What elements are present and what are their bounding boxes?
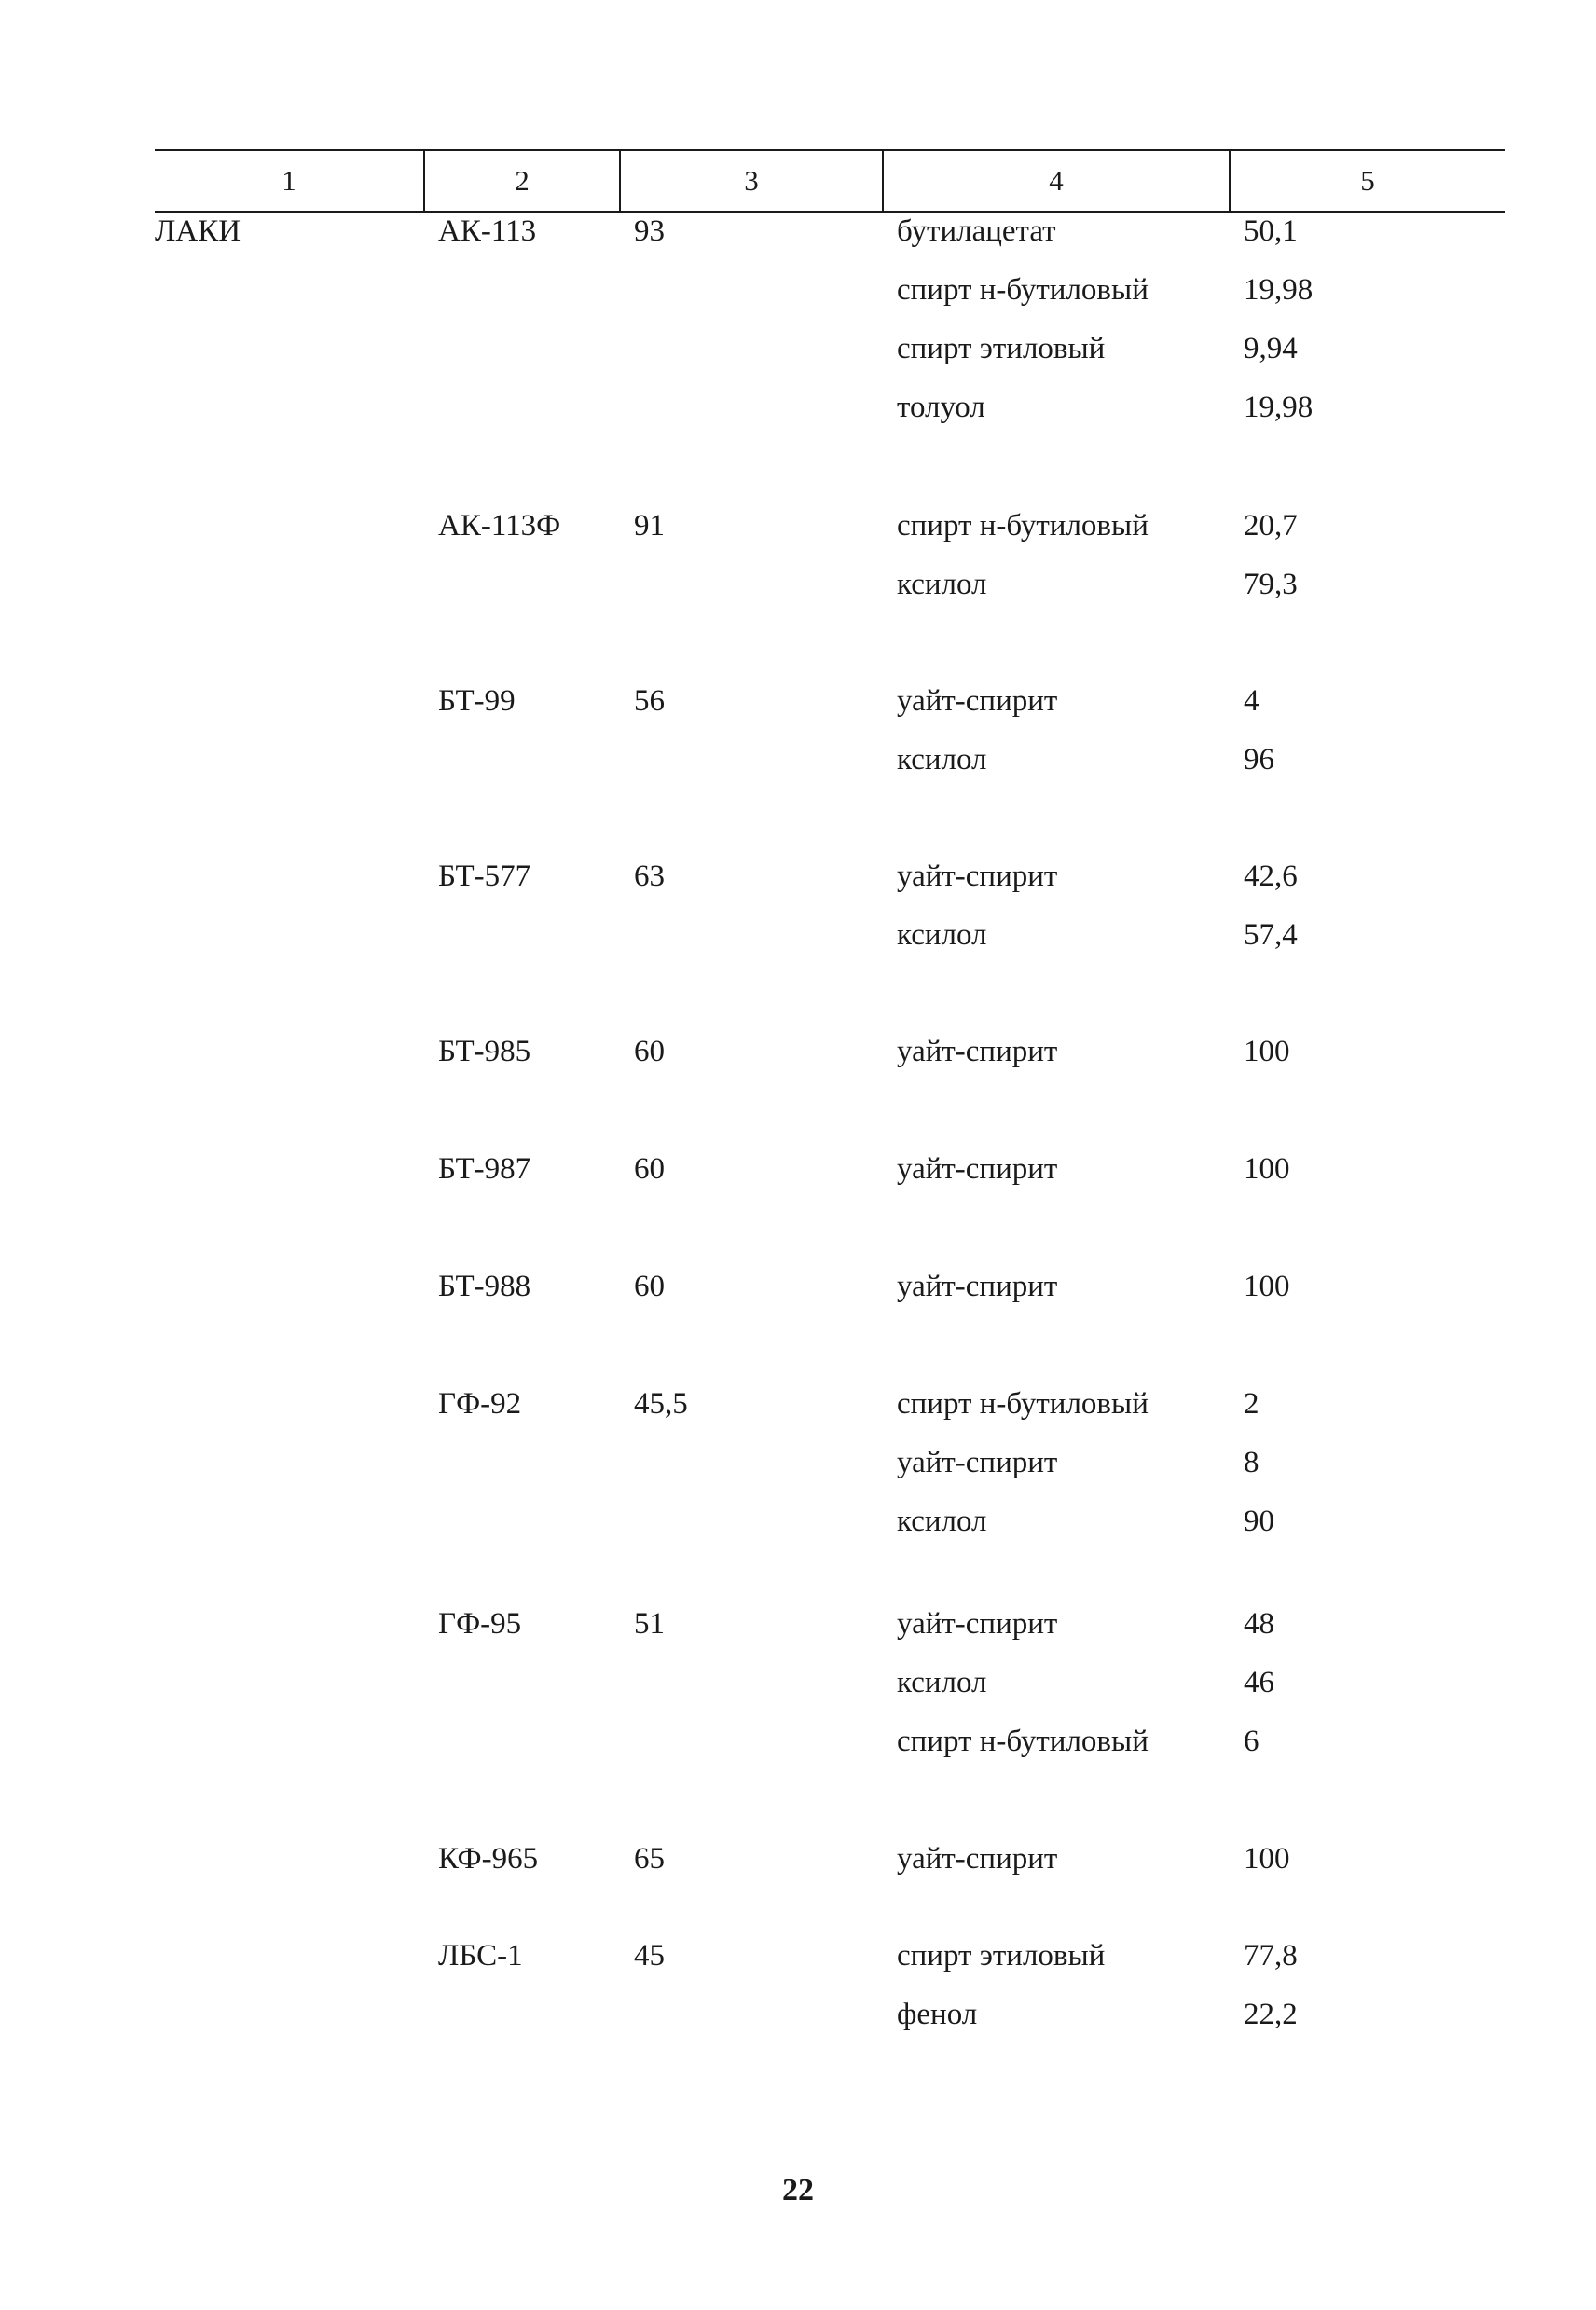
solvent-name: уайт-спирит — [897, 684, 1058, 718]
header-col-2: 2 — [515, 164, 530, 197]
solvent-name: ксилол — [897, 568, 987, 601]
solvent-percent: 79,3 — [1244, 568, 1298, 601]
product-value: 51 — [634, 1607, 665, 1641]
solvent-percent: 2 — [1244, 1387, 1259, 1421]
solvent-percent: 46 — [1244, 1666, 1274, 1699]
solvent-percent: 8 — [1244, 1446, 1259, 1479]
header-top-rule — [155, 149, 1505, 151]
solvent-percent: 100 — [1244, 1270, 1290, 1303]
solvent-name: уайт-спирит — [897, 1035, 1058, 1068]
solvent-name: ксилол — [897, 1505, 987, 1538]
solvent-percent: 90 — [1244, 1505, 1274, 1538]
solvent-name: уайт-спирит — [897, 859, 1058, 893]
solvent-percent: 19,98 — [1244, 391, 1314, 424]
product-name: БТ-99 — [438, 684, 516, 718]
solvent-percent: 77,8 — [1244, 1939, 1298, 1973]
product-value: 60 — [634, 1035, 665, 1068]
product-value: 60 — [634, 1270, 665, 1303]
solvent-name: уайт-спирит — [897, 1446, 1058, 1479]
page-number: 22 — [782, 2173, 814, 2207]
product-value: 45,5 — [634, 1387, 688, 1421]
solvent-percent: 100 — [1244, 1035, 1290, 1068]
solvent-percent: 100 — [1244, 1842, 1290, 1876]
product-value: 63 — [634, 859, 665, 893]
solvent-name: уайт-спирит — [897, 1270, 1058, 1303]
solvent-name: бутилацетат — [897, 214, 1056, 248]
product-name: АК-113 — [438, 214, 537, 248]
product-name: ГФ-92 — [438, 1387, 522, 1421]
product-value: 93 — [634, 214, 665, 248]
product-name: АК-113Ф — [438, 509, 561, 543]
header-col-5: 5 — [1360, 164, 1375, 197]
solvent-name: уайт-спирит — [897, 1842, 1058, 1876]
solvent-percent: 57,4 — [1244, 918, 1298, 952]
solvent-percent: 50,1 — [1244, 214, 1298, 248]
solvent-name: спирт н-бутиловый — [897, 509, 1149, 543]
solvent-name: ксилол — [897, 1666, 987, 1699]
product-value: 65 — [634, 1842, 665, 1876]
solvent-percent: 4 — [1244, 684, 1259, 718]
solvent-name: ксилол — [897, 918, 987, 952]
solvent-percent: 96 — [1244, 743, 1274, 777]
solvent-name: спирт н-бутиловый — [897, 273, 1149, 307]
solvent-name: спирт н-бутиловый — [897, 1725, 1149, 1758]
solvent-percent: 20,7 — [1244, 509, 1298, 543]
solvent-name: уайт-спирит — [897, 1607, 1058, 1641]
solvent-percent: 48 — [1244, 1607, 1274, 1641]
product-name: БТ-987 — [438, 1152, 531, 1186]
solvent-percent: 100 — [1244, 1152, 1290, 1186]
header-col-4: 4 — [1049, 164, 1064, 197]
solvent-name: спирт этиловый — [897, 332, 1106, 365]
category-label: ЛАКИ — [155, 214, 241, 248]
solvent-percent: 22,2 — [1244, 1998, 1298, 2031]
product-name: ЛБС-1 — [438, 1939, 523, 1973]
header-col-1: 1 — [282, 164, 296, 197]
product-name: БТ-577 — [438, 859, 531, 893]
header-col-3: 3 — [744, 164, 759, 197]
product-value: 60 — [634, 1152, 665, 1186]
product-name: БТ-985 — [438, 1035, 531, 1068]
solvent-name: толуол — [897, 391, 985, 424]
solvent-name: ксилол — [897, 743, 987, 777]
product-name: КФ-965 — [438, 1842, 539, 1876]
solvent-name: фенол — [897, 1998, 978, 2031]
solvent-percent: 19,98 — [1244, 273, 1314, 307]
solvent-percent: 42,6 — [1244, 859, 1298, 893]
product-value: 56 — [634, 684, 665, 718]
solvent-percent: 6 — [1244, 1725, 1259, 1758]
product-name: ГФ-95 — [438, 1607, 522, 1641]
product-name: БТ-988 — [438, 1270, 531, 1303]
solvent-name: уайт-спирит — [897, 1152, 1058, 1186]
solvent-percent: 9,94 — [1244, 332, 1298, 365]
product-value: 91 — [634, 509, 665, 543]
header-bottom-rule — [155, 211, 1505, 213]
solvent-name: спирт н-бутиловый — [897, 1387, 1149, 1421]
product-value: 45 — [634, 1939, 665, 1973]
solvent-name: спирт этиловый — [897, 1939, 1106, 1973]
